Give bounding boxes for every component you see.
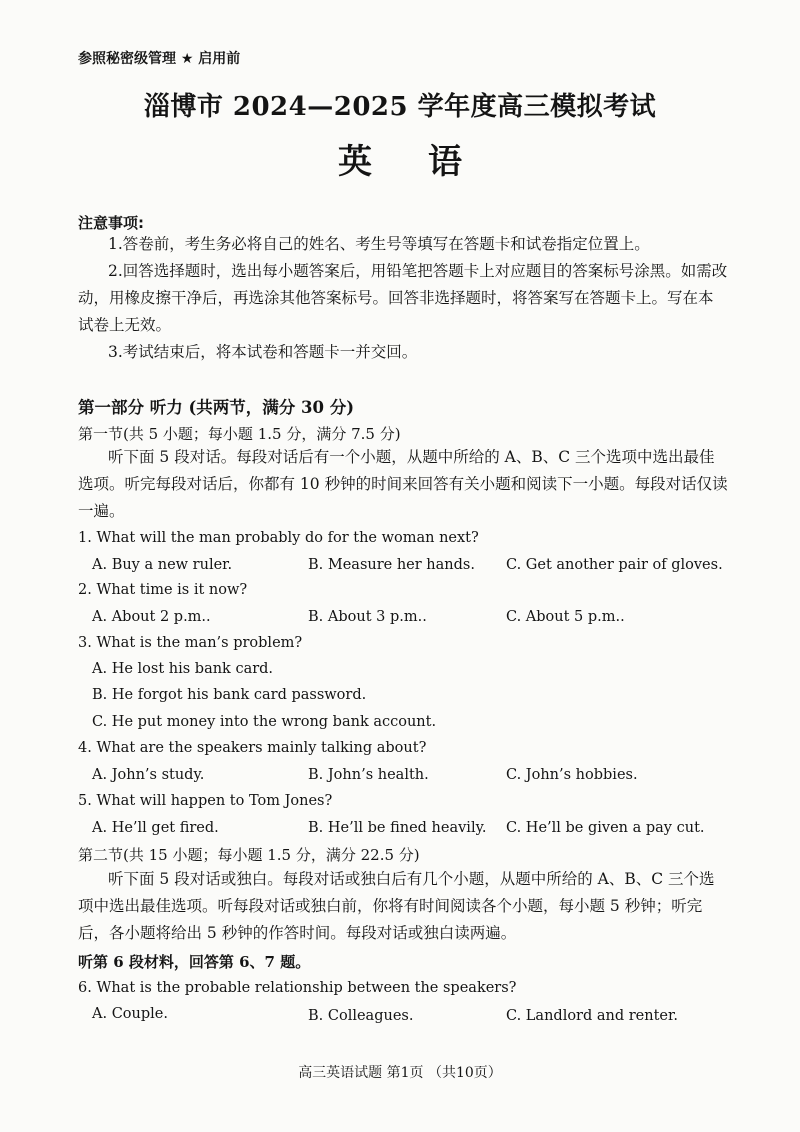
q5-option-c: C. He’ll be given a pay cut. — [506, 820, 705, 836]
q1-option-c: C. Get another pair of gloves. — [506, 557, 723, 573]
section2-instructions: 听下面 5 段对话或独白。每段对话或独白后有几个小题，从题中所给的 A、B、C 三个选项中选出最佳选项。听每段对话或独白前，你将有时间阅读各个小题，每小题 5 秒钟；听完后，各小题将给出 5 秒钟的作答时间。每段对话或独白读两遍。 — [78, 870, 715, 942]
question-1: 1. What will the man probably do for the woman next? — [78, 530, 479, 546]
q1-option-a: A. Buy a new ruler. — [92, 557, 233, 573]
q1-option-b: B. Measure her hands. — [308, 557, 475, 573]
notice-heading: 注意事项: — [78, 214, 144, 232]
confidential-label: 参照秘密级管理 ★ 启用前 — [78, 51, 241, 67]
page-footer: 高三英语试题 第1页 （共10页） — [298, 1065, 502, 1081]
q5-option-a: A. He’ll get fired. — [92, 820, 219, 836]
subject-title — [0, 134, 800, 183]
question-2: 2. What time is it now? — [78, 582, 248, 598]
notice-item-1: 1.答卷前，考生务必将自己的姓名、考生号等填写在答题卡和试卷指定位置上。 — [108, 235, 650, 253]
exam-title: 淄博市 2024—2025 学年度高三模拟考试 — [143, 92, 657, 122]
q3-option-a: A. He lost his bank card. — [92, 661, 274, 677]
subject-char-2: 语 — [428, 142, 462, 182]
notice-item-2: 2.回答选择题时，选出每小题答案后，用铅笔把答题卡上对应题目的答案标号涂黑。如需改动，用橡皮擦干净后，再选涂其他答案标号。回答非选择题时，将答案写在答题卡上。写在本试卷上无效。 — [78, 262, 728, 334]
q4-option-b: B. John’s health. — [308, 767, 429, 783]
section2-heading: 第二节(共 15 小题；每小题 1.5 分，满分 22.5 分) — [78, 846, 420, 864]
q6-option-a: A. Couple. — [92, 1006, 168, 1022]
q2-option-b: B. About 3 p.m.. — [308, 609, 427, 625]
q6-option-b: B. Colleagues. — [308, 1008, 414, 1024]
q3-option-c: C. He put money into the wrong bank account. — [92, 714, 437, 730]
q6-option-c: C. Landlord and renter. — [506, 1008, 678, 1024]
q2-option-c: C. About 5 p.m.. — [506, 609, 625, 625]
q2-option-a: A. About 2 p.m.. — [92, 609, 211, 625]
material-note: 听第 6 段材料，回答第 6、7 题。 — [78, 953, 311, 971]
question-5: 5. What will happen to Tom Jones? — [78, 793, 333, 809]
q3-option-b: B. He forgot his bank card password. — [92, 687, 367, 703]
question-6: 6. What is the probable relationship between the speakers? — [78, 980, 517, 996]
question-3: 3. What is the man’s problem? — [78, 635, 303, 651]
part1-heading: 第一部分 听力 (共两节，满分 30 分) — [78, 398, 355, 417]
section1-instructions: 听下面 5 段对话。每段对话后有一个小题，从题中所给的 A、B、C 三个选项中选出最佳选项。听完每段对话后，你都有 10 秒钟的时间来回答有关小题和阅读下一小题。每段对话仅读一遍。 — [78, 448, 728, 520]
q5-option-b: B. He’ll be fined heavily. — [308, 820, 487, 836]
subject-char-1: 英 — [338, 142, 372, 182]
notice-item-3: 3.考试结束后，将本试卷和答题卡一并交回。 — [108, 343, 418, 361]
q4-option-a: A. John’s study. — [92, 767, 205, 783]
section1-heading: 第一节(共 5 小题；每小题 1.5 分，满分 7.5 分) — [78, 425, 401, 443]
q4-option-c: C. John’s hobbies. — [506, 767, 638, 783]
question-4: 4. What are the speakers mainly talking about? — [78, 740, 427, 756]
